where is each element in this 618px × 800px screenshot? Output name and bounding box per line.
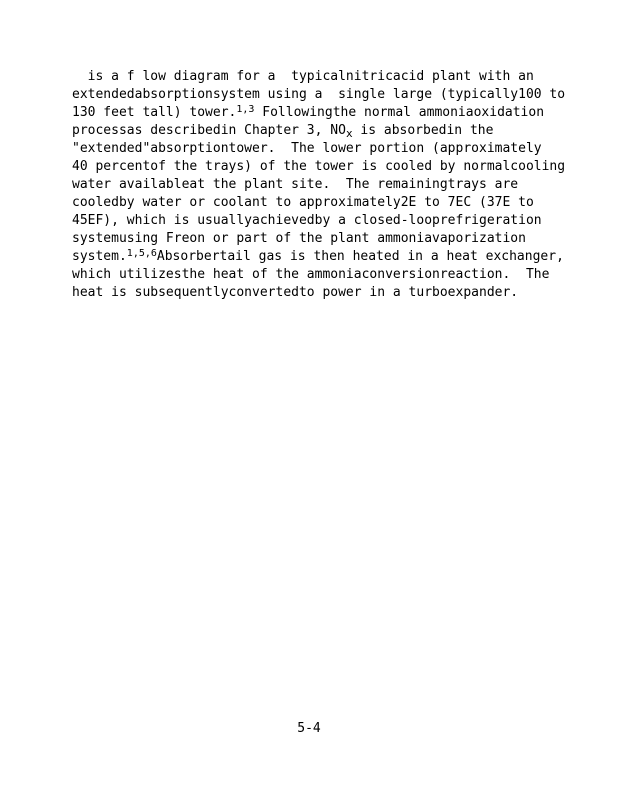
text-run: Followingthe normal ammoniaoxidation — [254, 105, 545, 120]
text-run: 40 percentof the trays) of the tower is cooled by normalcooling — [72, 159, 566, 174]
text-line — [72, 140, 565, 158]
reference-superscript: 1,5,6 — [126, 248, 157, 259]
text-run: is a f low diagram for a typicalnitricacid plant with an — [72, 69, 534, 84]
text-run: cooledby water or coolant to approximately2E to 7EC (37E to — [72, 195, 534, 210]
page-number: 5-4 — [297, 721, 321, 736]
text-run: is absorbedin the — [352, 123, 494, 138]
text-run: Absorbertail gas is then heated in a heat exchanger, — [156, 249, 564, 264]
chemical-subscript: x — [345, 127, 353, 140]
text-run: 130 feet tall) tower. — [72, 105, 237, 120]
text-line — [72, 158, 565, 176]
reference-superscript: 1,3 — [236, 104, 255, 115]
text-line — [72, 68, 565, 86]
text-line — [72, 86, 565, 104]
text-line — [72, 230, 565, 248]
text-run: 45EF), which is usuallyachievedby a closed-looprefrigeration — [72, 213, 542, 228]
text-run: "extended"absorptiontower. The lower portion (approximately — [72, 141, 542, 156]
paragraph — [72, 68, 565, 302]
text-line — [72, 104, 565, 122]
text-line — [72, 248, 565, 266]
text-line — [72, 194, 565, 212]
text-run: processas describedin Chapter 3, NO — [72, 123, 346, 138]
text-run: heat is subsequentlyconvertedto power in a turboexpander. — [72, 285, 519, 300]
text-run: system. — [72, 249, 127, 264]
text-line — [72, 284, 565, 302]
text-line — [72, 266, 565, 284]
text-line — [72, 122, 565, 140]
text-run: water availableat the plant site. The remainingtrays are — [72, 177, 519, 192]
text-line — [72, 176, 565, 194]
text-line — [72, 212, 565, 230]
text-run: systemusing Freon or part of the plant ammoniavaporization — [72, 231, 526, 246]
text-run: extendedabsorptionsystem using a single large (typically100 to — [72, 87, 566, 102]
text-run: which utilizesthe heat of the ammoniaconversionreaction. The — [72, 267, 550, 282]
